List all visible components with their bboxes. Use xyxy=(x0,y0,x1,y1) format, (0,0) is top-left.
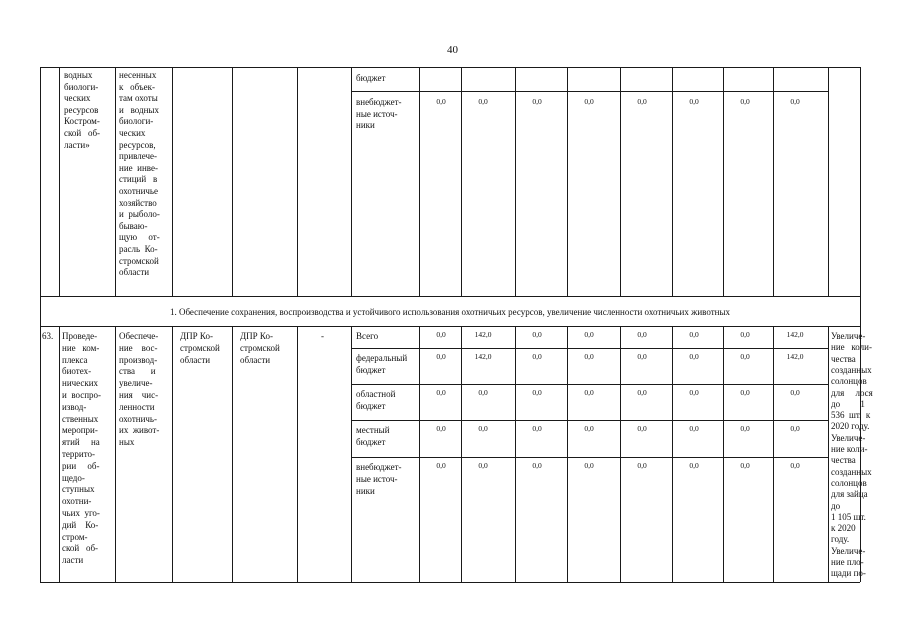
cell-text: ресурсов xyxy=(64,104,99,115)
cell-text: ласти» xyxy=(64,139,90,150)
cell-text: охотничье xyxy=(119,186,159,196)
value-cell: 0,0 xyxy=(637,424,647,433)
cell-text: и водных xyxy=(119,104,159,115)
column-divider xyxy=(515,326,516,582)
cell-text: там охоты xyxy=(119,93,158,104)
value-cell: 0,0 xyxy=(790,388,800,397)
cell-text: стиций в xyxy=(119,174,158,185)
page-number: 40 xyxy=(447,44,458,56)
value-cell: 0,0 xyxy=(532,461,542,470)
measure-name: ступных xyxy=(62,484,95,495)
measure-name: дий Ко- xyxy=(62,519,99,530)
value-cell: 0,0 xyxy=(740,97,750,106)
cell-text: ской об- xyxy=(64,128,101,138)
expected-result: солонцов xyxy=(831,477,867,488)
cell-text: ресурсов, xyxy=(119,139,156,150)
row-divider xyxy=(351,457,828,458)
value-cell: 0,0 xyxy=(584,352,594,361)
column-divider xyxy=(40,326,41,582)
value-cell: 0,0 xyxy=(584,330,594,339)
source-label: бюджет xyxy=(356,364,386,375)
measure-goal: Обеспече- xyxy=(119,331,159,341)
expected-result: солонцов xyxy=(831,376,867,387)
cell-text: биологи- xyxy=(119,116,154,127)
column-divider xyxy=(59,326,60,582)
value-cell: 0,0 xyxy=(478,388,488,397)
dash-cell: - xyxy=(321,331,324,341)
measure-goal: ние вос- xyxy=(119,342,158,353)
cell-text: ческих xyxy=(119,128,146,138)
value-cell: 0,0 xyxy=(790,424,800,433)
source-label: бюджет xyxy=(356,73,386,83)
cell-text: биологи- xyxy=(64,81,99,92)
value-cell: 0,0 xyxy=(790,97,800,106)
column-divider xyxy=(828,67,829,296)
column-divider xyxy=(172,326,173,582)
cell-text: расль Ко- xyxy=(119,244,158,254)
measure-name: террито- xyxy=(62,449,96,459)
measure-goal: охотничь- xyxy=(119,413,158,424)
co-executor: стромской xyxy=(240,342,280,353)
column-divider xyxy=(860,67,861,296)
column-divider xyxy=(115,67,116,296)
cell-text: привлече- xyxy=(119,151,158,162)
value-cell: 0,0 xyxy=(689,97,699,106)
expected-result: чества xyxy=(831,455,856,466)
expected-result: Увеличе- xyxy=(831,545,866,556)
value-cell: 0,0 xyxy=(740,388,750,397)
column-divider xyxy=(620,326,621,582)
cell-text: несенных xyxy=(119,70,157,80)
value-cell: 0,0 xyxy=(689,352,699,361)
row-divider xyxy=(351,91,828,92)
expected-result: ние коли- xyxy=(831,342,872,353)
value-cell: 0,0 xyxy=(478,424,488,433)
expected-result: 2020 году. xyxy=(831,421,870,432)
column-divider xyxy=(672,326,673,582)
measure-name: ственных xyxy=(62,413,99,424)
cell-text: ние инве- xyxy=(119,162,158,173)
value-cell: 0,0 xyxy=(689,388,699,397)
measure-name: плекса xyxy=(62,354,88,365)
column-divider xyxy=(461,326,462,582)
column-divider xyxy=(297,326,298,582)
cell-text: стромской xyxy=(119,255,159,266)
measure-goal: ных xyxy=(119,437,135,448)
expected-result: щади по- xyxy=(831,568,866,579)
expected-result: до 1 xyxy=(831,398,865,409)
column-divider xyxy=(115,326,116,582)
measure-name: нических xyxy=(62,378,99,389)
value-cell: 0,0 xyxy=(532,388,542,397)
value-cell: 0,0 xyxy=(740,424,750,433)
value-cell: 0,0 xyxy=(436,388,446,397)
measure-name: охотни- xyxy=(62,496,92,507)
value-cell: 0,0 xyxy=(532,352,542,361)
value-cell: 0,0 xyxy=(478,97,488,106)
value-cell: 0,0 xyxy=(532,330,542,339)
value-cell: 0,0 xyxy=(584,97,594,106)
value-cell: 0,0 xyxy=(637,97,647,106)
measure-name: щедо- xyxy=(62,472,85,483)
measure-name: меропри- xyxy=(62,425,98,436)
cell-text: бываю- xyxy=(119,220,148,231)
source-label: ники xyxy=(356,120,375,131)
measure-name: и воспро- xyxy=(62,390,102,400)
row-divider xyxy=(40,326,860,327)
value-cell: 0,0 xyxy=(584,461,594,470)
column-divider xyxy=(40,67,41,296)
source-label: бюджет xyxy=(356,436,386,447)
expected-result: году. xyxy=(831,534,850,545)
column-divider xyxy=(773,326,774,582)
column-divider xyxy=(172,67,173,296)
measure-name: извод- xyxy=(62,401,87,412)
value-cell: 0,0 xyxy=(637,388,647,397)
expected-result: Увеличе- xyxy=(831,432,866,443)
expected-result: Увеличе- xyxy=(831,331,866,341)
source-label: внебюджет- xyxy=(356,462,402,472)
column-divider xyxy=(351,67,352,296)
source-label: местный xyxy=(356,425,390,435)
source-label: ные источ- xyxy=(356,473,398,484)
measure-name: ние ком- xyxy=(62,342,100,353)
table-bottom-border xyxy=(40,582,860,583)
value-cell: 0,0 xyxy=(740,352,750,361)
cell-text: хозяйство xyxy=(119,197,157,208)
row-divider xyxy=(40,296,860,297)
expected-result: 1 105 шт. xyxy=(831,511,866,522)
measure-name: рии об- xyxy=(62,460,100,471)
measure-name: биотех- xyxy=(62,366,92,377)
column-divider xyxy=(828,326,829,582)
row-divider xyxy=(351,420,828,421)
cell-text: водных xyxy=(64,70,93,80)
value-cell: 0,0 xyxy=(478,461,488,470)
value-cell: 0,0 xyxy=(637,461,647,470)
value-cell: 0,0 xyxy=(637,352,647,361)
value-cell: 0,0 xyxy=(436,352,446,361)
value-cell: 142,0 xyxy=(474,352,492,361)
measure-name: Проведе- xyxy=(62,331,98,341)
measure-name: стром- xyxy=(62,531,88,542)
value-cell: 0,0 xyxy=(689,330,699,339)
source-label: бюджет xyxy=(356,400,386,411)
measure-goal: производ- xyxy=(119,354,158,365)
cell-text: к объек- xyxy=(119,81,155,92)
measure-goal: ленности xyxy=(119,401,155,412)
section-title: 1. Обеспечение сохранения, воспроизводства и устойчивого использования охотничьих ресурсов, увеличение численности охотничьих животных xyxy=(169,307,731,317)
measure-goal: ния чис- xyxy=(119,390,159,400)
row-divider xyxy=(351,348,828,349)
value-cell: 142,0 xyxy=(786,352,804,361)
value-cell: 0,0 xyxy=(689,461,699,470)
value-cell: 0,0 xyxy=(740,461,750,470)
column-divider xyxy=(59,67,60,296)
measure-name: ласти xyxy=(62,555,84,566)
expected-result: для лося xyxy=(831,387,873,398)
expected-result: ние коли- xyxy=(831,444,868,454)
value-cell: 0,0 xyxy=(436,330,446,339)
cell-text: ческих xyxy=(64,93,91,104)
source-label: Всего xyxy=(356,331,379,341)
expected-result: созданных xyxy=(831,466,872,477)
value-cell: 0,0 xyxy=(532,424,542,433)
source-label: областной xyxy=(356,389,396,399)
value-cell: 0,0 xyxy=(584,424,594,433)
column-divider xyxy=(297,67,298,296)
source-label: ники xyxy=(356,485,375,496)
value-cell: 0,0 xyxy=(436,424,446,433)
co-executor: области xyxy=(240,354,271,365)
expected-result: созданных xyxy=(831,364,872,375)
column-divider xyxy=(351,326,352,582)
source-label: ные источ- xyxy=(356,108,398,119)
cell-text: области xyxy=(119,267,150,278)
column-divider xyxy=(232,326,233,582)
measure-goal: ства и xyxy=(119,366,156,377)
column-divider xyxy=(567,326,568,582)
expected-result: для зайца xyxy=(831,489,868,500)
value-cell: 0,0 xyxy=(436,461,446,470)
value-cell: 0,0 xyxy=(790,461,800,470)
table-right-border xyxy=(860,296,861,326)
value-cell: 0,0 xyxy=(740,330,750,339)
executor: области xyxy=(180,354,211,365)
cell-text: Костром- xyxy=(64,116,100,127)
expected-result: до xyxy=(831,500,841,511)
cell-text: щую от- xyxy=(119,232,160,243)
row-divider xyxy=(351,384,828,385)
value-cell: 142,0 xyxy=(474,330,492,339)
column-divider xyxy=(232,67,233,296)
source-label: внебюджет- xyxy=(356,97,402,107)
measure-name: ской об- xyxy=(62,543,99,554)
column-divider xyxy=(419,326,420,582)
co-executor: ДПР Ко- xyxy=(240,331,273,341)
table-top-border xyxy=(40,67,860,68)
measure-name: чьих уго- xyxy=(62,508,100,518)
expected-result: чества xyxy=(831,353,856,364)
value-cell: 0,0 xyxy=(532,97,542,106)
executor: стромской xyxy=(180,342,220,353)
row-number: 63. xyxy=(42,331,54,341)
value-cell: 0,0 xyxy=(436,97,446,106)
value-cell: 142,0 xyxy=(786,330,804,339)
column-divider xyxy=(723,326,724,582)
expected-result: ние пло- xyxy=(831,557,864,567)
source-label: федеральный xyxy=(356,353,408,363)
measure-goal: их живот- xyxy=(119,425,160,436)
measure-name: ятий на xyxy=(62,437,100,448)
value-cell: 0,0 xyxy=(637,330,647,339)
value-cell: 0,0 xyxy=(689,424,699,433)
measure-goal: увеличе- xyxy=(119,378,153,389)
executor: ДПР Ко- xyxy=(180,331,213,341)
value-cell: 0,0 xyxy=(584,388,594,397)
cell-text: и рыболо- xyxy=(119,209,160,220)
expected-result: к 2020 xyxy=(831,523,856,534)
expected-result: 536 шт. к xyxy=(831,410,871,421)
